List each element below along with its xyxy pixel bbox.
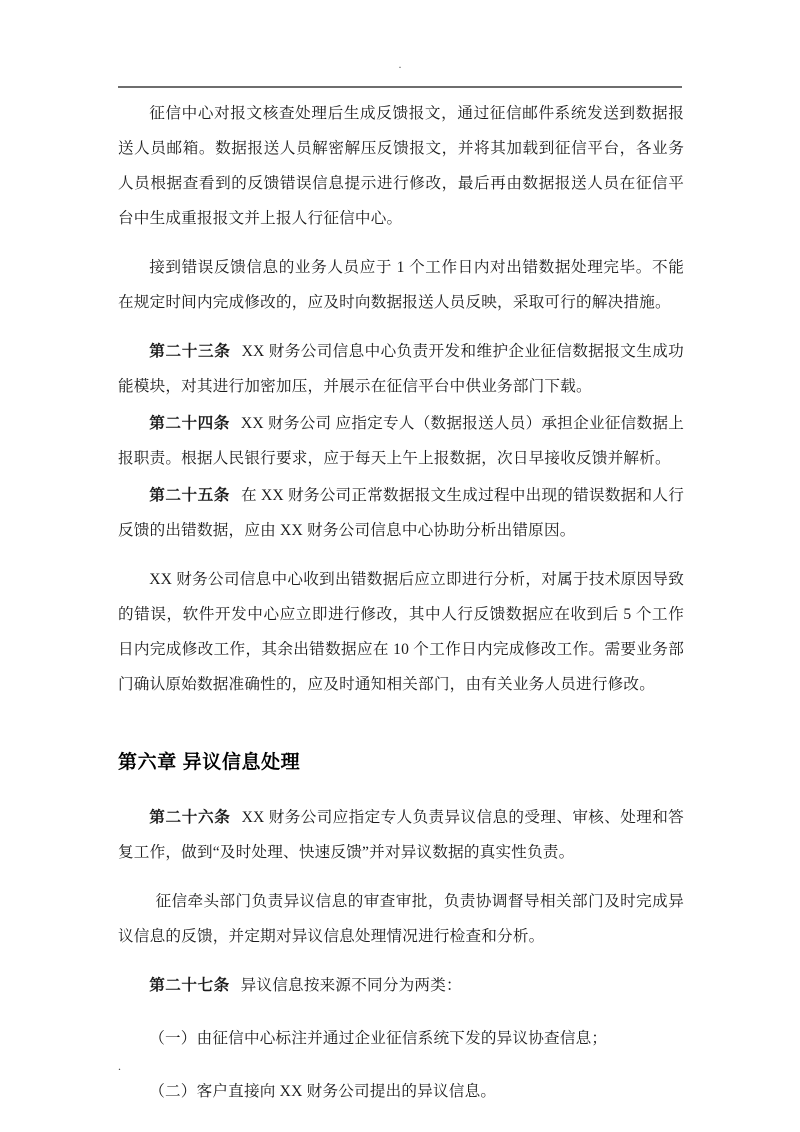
list-item-text: （一）由征信中心标注并通过企业征信系统下发的异议协查信息；	[149, 1030, 608, 1047]
paragraph-error-handling-deadline	[118, 250, 684, 320]
article-23	[118, 334, 684, 404]
paragraph-text: 征信牵头部门负责异议信息的审查审批，负责协调督导相关部门及时完成异议信息的反馈，并定期对异议信息处理情况进行检查和分析。	[118, 893, 684, 945]
header-mark: .	[398, 57, 402, 71]
page-footer	[118, 1060, 682, 1076]
article-23-marker: 第二十三条	[149, 343, 231, 360]
article-25-text: 在 XX 财务公司正常数据报文生成过程中出现的错误数据和人行反馈的出错数据，应由 XX 财务公司信息中心协助分析出错原因。	[118, 487, 684, 539]
article-27-text: 异议信息按来源不同分为两类：	[240, 977, 462, 994]
paragraph-feedback-message	[118, 96, 684, 236]
page-header	[118, 58, 682, 88]
article-24-text: XX 财务公司 应指定专人（数据报送人员）承担企业征信数据上报职责。根据人民银行要求，应于每天上午上报数据，次日早接收反馈并解析。	[118, 415, 684, 467]
header-rule-divider	[118, 86, 682, 88]
article-25-marker: 第二十五条	[149, 487, 230, 504]
list-item-dispute-source-1	[118, 1021, 684, 1056]
article-26	[118, 800, 684, 870]
paragraph-text: 征信中心对报文核查处理后生成反馈报文，通过征信邮件系统发送到数据报送人员邮箱。数据报送人员解密解压反馈报文，并将其加载到征信平台，各业务人员根据查看到的反馈错误信息提示进行修改，最后再由数据报送人员在征信平台中生成重报报文并上报人行征信中心。	[118, 105, 684, 227]
footer-mark: .	[118, 1059, 121, 1073]
list-item-text: （二）客户直接向 XX 财务公司提出的异议信息。	[149, 1083, 497, 1100]
article-25	[118, 478, 684, 548]
paragraph-text: 接到错误反馈信息的业务人员应于 1 个工作日内对出错数据处理完毕。不能在规定时间内完成修改的，应及时向数据报送人员反映，采取可行的解决措施。	[118, 259, 684, 311]
article-27-marker: 第二十七条	[149, 977, 230, 994]
paragraph-dispute-review	[118, 884, 684, 954]
article-24	[118, 406, 684, 476]
chapter-6-heading: 第六章 异议信息处理	[118, 752, 301, 773]
article-23-text: XX 财务公司信息中心负责开发和维护企业征信数据报文生成功能模块，对其进行加密加压，并展示在征信平台中供业务部门下载。	[118, 343, 684, 395]
chapter-heading-block	[118, 746, 684, 780]
article-24-marker: 第二十四条	[149, 415, 230, 432]
article-27	[118, 968, 684, 1003]
paragraph-text: XX 财务公司信息中心收到出错数据后应立即进行分析，对属于技术原因导致的错误，软件开发中心应立即进行修改，其中人行反馈数据应在收到后 5 个工作日内完成修改工作，其余出错数据应在 10 个工作日内完成修改工作。需要业务部门确认原始数据准确性的，应及时通知相关部门，由有关业务人员进行修改。	[118, 571, 684, 693]
document-body	[118, 96, 684, 1109]
article-26-marker: 第二十六条	[149, 809, 231, 826]
paragraph-error-analysis	[118, 562, 684, 702]
article-26-text: XX 财务公司应指定专人负责异议信息的受理、审核、处理和答复工作，做到“及时处理、快速反馈”并对异议数据的真实性负责。	[118, 809, 684, 861]
list-item-dispute-source-2	[118, 1074, 684, 1109]
